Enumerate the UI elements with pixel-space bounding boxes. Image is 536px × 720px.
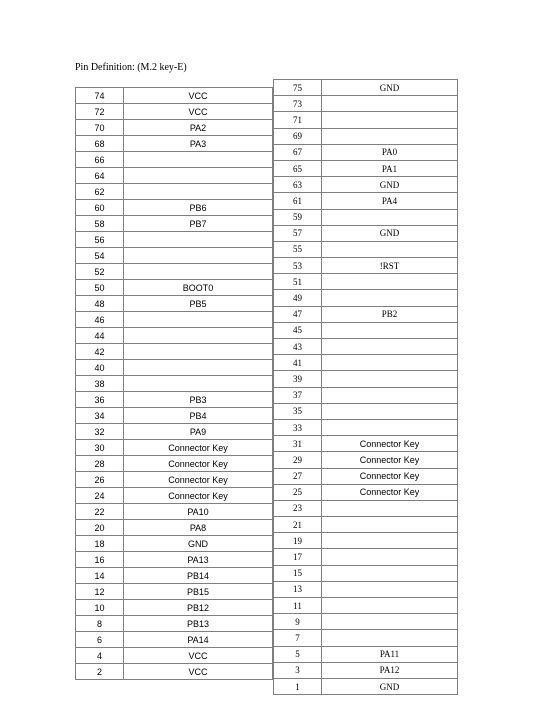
odd-pin-number: 59 <box>274 209 322 225</box>
table-row <box>274 646 458 662</box>
even-pin-signal <box>124 232 273 248</box>
odd-pin-signal: GND <box>322 80 458 96</box>
table-row <box>76 536 273 552</box>
even-pin-signal: VCC <box>124 104 273 120</box>
document-title: Pin Definition: (M.2 key-E) <box>75 62 187 73</box>
table-row <box>274 678 458 694</box>
even-pin-signal: PB6 <box>124 200 273 216</box>
table-row <box>76 328 273 344</box>
odd-pin-number: 69 <box>274 128 322 144</box>
odd-pin-signal <box>322 533 458 549</box>
odd-pin-number: 11 <box>274 598 322 614</box>
odd-pin-number: 35 <box>274 403 322 419</box>
even-pin-signal: PB4 <box>124 408 273 424</box>
even-pin-number: 32 <box>76 424 124 440</box>
even-pin-number: 52 <box>76 264 124 280</box>
table-row <box>274 322 458 338</box>
odd-pin-signal: Connector Key <box>322 452 458 468</box>
even-pins-table <box>75 87 273 680</box>
odd-pin-signal: Connector Key <box>322 436 458 452</box>
table-row <box>76 456 273 472</box>
even-pin-number: 30 <box>76 440 124 456</box>
even-pin-signal: VCC <box>124 648 273 664</box>
table-row <box>274 403 458 419</box>
even-pin-signal: PB14 <box>124 568 273 584</box>
even-pin-signal: Connector Key <box>124 488 273 504</box>
even-pin-number: 44 <box>76 328 124 344</box>
even-pin-number: 24 <box>76 488 124 504</box>
odd-pin-number: 1 <box>274 678 322 694</box>
even-pin-signal <box>124 184 273 200</box>
even-pin-number: 40 <box>76 360 124 376</box>
even-pin-signal: PA10 <box>124 504 273 520</box>
even-pin-number: 20 <box>76 520 124 536</box>
odd-pin-number: 9 <box>274 614 322 630</box>
table-row <box>76 104 273 120</box>
table-row <box>274 128 458 144</box>
even-pin-number: 54 <box>76 248 124 264</box>
odd-pin-number: 19 <box>274 533 322 549</box>
table-row <box>76 344 273 360</box>
odd-pin-signal <box>322 274 458 290</box>
table-row <box>274 274 458 290</box>
table-row <box>274 614 458 630</box>
even-pin-signal: PA14 <box>124 632 273 648</box>
odd-pin-number: 53 <box>274 258 322 274</box>
even-pin-signal <box>124 264 273 280</box>
table-row <box>76 312 273 328</box>
odd-pins-table <box>273 79 458 695</box>
even-pin-signal <box>124 152 273 168</box>
odd-pin-number: 49 <box>274 290 322 306</box>
odd-pin-number: 37 <box>274 387 322 403</box>
table-row <box>76 264 273 280</box>
even-pin-number: 6 <box>76 632 124 648</box>
table-row <box>76 136 273 152</box>
odd-pin-signal: GND <box>322 177 458 193</box>
table-row <box>76 504 273 520</box>
odd-pins-table-body <box>274 80 458 695</box>
odd-pin-number: 27 <box>274 468 322 484</box>
odd-pin-signal <box>322 322 458 338</box>
table-row <box>274 177 458 193</box>
odd-pin-signal <box>322 630 458 646</box>
odd-pin-number: 43 <box>274 339 322 355</box>
odd-pin-signal <box>322 517 458 533</box>
even-pin-number: 28 <box>76 456 124 472</box>
table-row <box>274 630 458 646</box>
odd-pin-number: 3 <box>274 662 322 678</box>
odd-pin-number: 31 <box>274 436 322 452</box>
odd-pin-signal: Connector Key <box>322 468 458 484</box>
even-pin-signal <box>124 168 273 184</box>
even-pin-number: 4 <box>76 648 124 664</box>
even-pin-signal: PA9 <box>124 424 273 440</box>
odd-pin-signal: Connector Key <box>322 484 458 500</box>
odd-pin-signal <box>322 565 458 581</box>
table-row <box>274 355 458 371</box>
odd-pin-number: 25 <box>274 484 322 500</box>
table-row <box>76 184 273 200</box>
table-row <box>274 112 458 128</box>
table-row <box>76 280 273 296</box>
even-pin-number: 64 <box>76 168 124 184</box>
table-row <box>76 520 273 536</box>
table-row <box>274 241 458 257</box>
even-pin-number: 38 <box>76 376 124 392</box>
odd-pin-signal: GND <box>322 678 458 694</box>
odd-pin-signal <box>322 387 458 403</box>
table-row <box>76 120 273 136</box>
table-row <box>76 360 273 376</box>
odd-pin-signal: GND <box>322 225 458 241</box>
table-row <box>76 600 273 616</box>
table-row <box>274 209 458 225</box>
table-row <box>76 616 273 632</box>
odd-pin-number: 17 <box>274 549 322 565</box>
even-pin-signal: Connector Key <box>124 456 273 472</box>
table-row <box>76 88 273 104</box>
even-pin-signal <box>124 376 273 392</box>
even-pins-table-body <box>76 88 273 680</box>
even-pin-number: 56 <box>76 232 124 248</box>
even-pin-number: 16 <box>76 552 124 568</box>
table-row <box>76 392 273 408</box>
odd-pin-signal: !RST <box>322 258 458 274</box>
odd-pin-number: 7 <box>274 630 322 646</box>
odd-pin-number: 61 <box>274 193 322 209</box>
even-pin-number: 68 <box>76 136 124 152</box>
even-pin-signal: PA13 <box>124 552 273 568</box>
odd-pin-signal <box>322 549 458 565</box>
odd-pin-number: 55 <box>274 241 322 257</box>
table-row <box>274 533 458 549</box>
table-row <box>274 387 458 403</box>
table-row <box>76 472 273 488</box>
odd-pin-number: 57 <box>274 225 322 241</box>
odd-pin-number: 13 <box>274 581 322 597</box>
odd-pin-signal <box>322 355 458 371</box>
odd-pin-number: 23 <box>274 500 322 516</box>
odd-pin-signal <box>322 112 458 128</box>
odd-pin-signal <box>322 128 458 144</box>
odd-pin-number: 73 <box>274 96 322 112</box>
even-pin-number: 74 <box>76 88 124 104</box>
even-pin-number: 46 <box>76 312 124 328</box>
table-row <box>274 598 458 614</box>
odd-pin-number: 71 <box>274 112 322 128</box>
odd-pin-number: 47 <box>274 306 322 322</box>
even-pin-number: 22 <box>76 504 124 520</box>
table-row <box>76 296 273 312</box>
even-pin-signal <box>124 312 273 328</box>
even-pin-signal <box>124 328 273 344</box>
even-pin-number: 58 <box>76 216 124 232</box>
table-row <box>274 80 458 96</box>
odd-pin-signal <box>322 598 458 614</box>
even-pin-number: 36 <box>76 392 124 408</box>
even-pin-number: 50 <box>76 280 124 296</box>
odd-pin-number: 65 <box>274 160 322 176</box>
odd-pin-signal <box>322 241 458 257</box>
even-pin-number: 60 <box>76 200 124 216</box>
table-row <box>76 632 273 648</box>
odd-pin-number: 41 <box>274 355 322 371</box>
odd-pin-signal <box>322 500 458 516</box>
even-pin-signal: Connector Key <box>124 440 273 456</box>
table-row <box>76 664 273 680</box>
table-row <box>76 200 273 216</box>
odd-pin-signal <box>322 339 458 355</box>
even-pin-number: 2 <box>76 664 124 680</box>
odd-pin-signal <box>322 403 458 419</box>
even-pin-number: 48 <box>76 296 124 312</box>
table-row <box>76 568 273 584</box>
odd-pin-number: 39 <box>274 371 322 387</box>
table-row <box>76 216 273 232</box>
even-pin-signal: PB12 <box>124 600 273 616</box>
table-row <box>274 436 458 452</box>
odd-pin-signal <box>322 371 458 387</box>
table-row <box>274 500 458 516</box>
table-row <box>274 144 458 160</box>
table-row <box>274 419 458 435</box>
even-pin-signal: PB5 <box>124 296 273 312</box>
even-pin-signal: BOOT0 <box>124 280 273 296</box>
table-row <box>76 232 273 248</box>
odd-pin-signal <box>322 290 458 306</box>
table-row <box>274 549 458 565</box>
table-row <box>76 440 273 456</box>
even-pin-signal: VCC <box>124 664 273 680</box>
table-row <box>274 468 458 484</box>
odd-pin-signal <box>322 419 458 435</box>
odd-pin-signal: PA0 <box>322 144 458 160</box>
table-row <box>76 248 273 264</box>
odd-pin-number: 29 <box>274 452 322 468</box>
odd-pin-signal: PA12 <box>322 662 458 678</box>
table-row <box>274 258 458 274</box>
even-pin-number: 42 <box>76 344 124 360</box>
even-pin-signal: PB13 <box>124 616 273 632</box>
even-pin-signal: PA8 <box>124 520 273 536</box>
odd-pin-number: 51 <box>274 274 322 290</box>
even-pin-signal: PB3 <box>124 392 273 408</box>
even-pin-signal: PB15 <box>124 584 273 600</box>
odd-pin-number: 5 <box>274 646 322 662</box>
even-pin-number: 34 <box>76 408 124 424</box>
odd-pin-signal <box>322 96 458 112</box>
table-row <box>76 152 273 168</box>
even-pin-number: 72 <box>76 104 124 120</box>
even-pin-number: 62 <box>76 184 124 200</box>
table-row <box>76 648 273 664</box>
even-pin-signal: PB7 <box>124 216 273 232</box>
odd-pin-signal: PA11 <box>322 646 458 662</box>
table-row <box>274 306 458 322</box>
even-pin-number: 26 <box>76 472 124 488</box>
table-row <box>274 96 458 112</box>
even-pin-signal: Connector Key <box>124 472 273 488</box>
table-row <box>274 225 458 241</box>
odd-pin-number: 15 <box>274 565 322 581</box>
odd-pin-signal <box>322 209 458 225</box>
even-pin-signal: GND <box>124 536 273 552</box>
even-pin-signal: PA2 <box>124 120 273 136</box>
table-row <box>76 488 273 504</box>
odd-pin-signal: PA4 <box>322 193 458 209</box>
even-pin-signal <box>124 360 273 376</box>
table-row <box>274 517 458 533</box>
table-row <box>274 193 458 209</box>
even-pin-number: 8 <box>76 616 124 632</box>
even-pin-signal: VCC <box>124 88 273 104</box>
odd-pin-signal <box>322 581 458 597</box>
odd-pin-signal <box>322 614 458 630</box>
table-row <box>274 290 458 306</box>
table-row <box>76 376 273 392</box>
odd-pin-number: 45 <box>274 322 322 338</box>
table-row <box>76 424 273 440</box>
table-row <box>76 408 273 424</box>
table-row <box>76 584 273 600</box>
odd-pin-number: 67 <box>274 144 322 160</box>
table-row <box>274 160 458 176</box>
table-row <box>274 371 458 387</box>
table-row <box>274 565 458 581</box>
odd-pin-signal: PB2 <box>322 306 458 322</box>
table-row <box>76 552 273 568</box>
odd-pin-signal: PA1 <box>322 160 458 176</box>
even-pin-number: 12 <box>76 584 124 600</box>
odd-pin-number: 33 <box>274 419 322 435</box>
even-pin-number: 18 <box>76 536 124 552</box>
even-pin-signal: PA3 <box>124 136 273 152</box>
table-row <box>274 484 458 500</box>
odd-pin-number: 63 <box>274 177 322 193</box>
table-row <box>274 339 458 355</box>
odd-pin-number: 21 <box>274 517 322 533</box>
table-row <box>274 662 458 678</box>
table-row <box>76 168 273 184</box>
even-pin-signal <box>124 344 273 360</box>
even-pin-signal <box>124 248 273 264</box>
even-pin-number: 10 <box>76 600 124 616</box>
even-pin-number: 14 <box>76 568 124 584</box>
odd-pin-number: 75 <box>274 80 322 96</box>
even-pin-number: 66 <box>76 152 124 168</box>
even-pin-number: 70 <box>76 120 124 136</box>
table-row <box>274 581 458 597</box>
table-row <box>274 452 458 468</box>
